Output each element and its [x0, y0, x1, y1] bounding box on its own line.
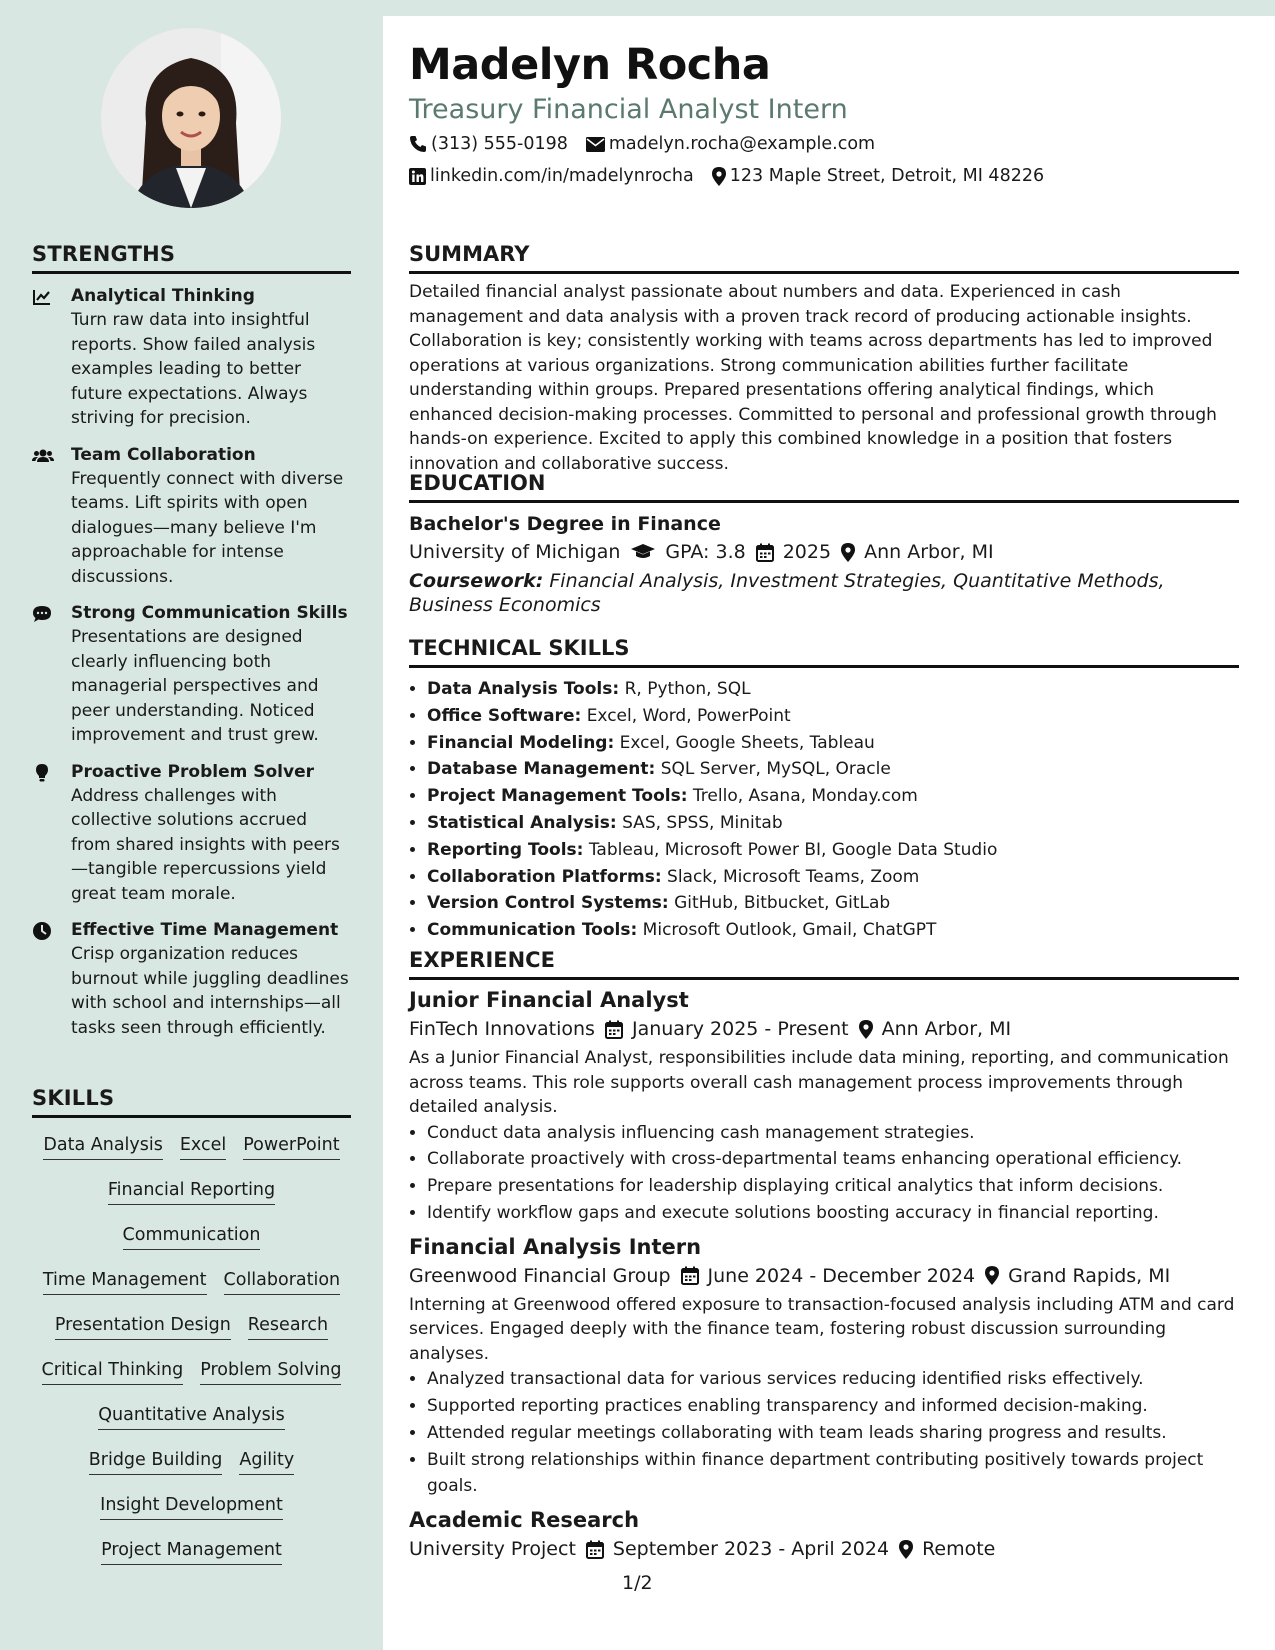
edu-location: Ann Arbor, MI	[864, 541, 994, 563]
list-item	[427, 783, 1239, 810]
job-location: Ann Arbor, MI	[881, 1018, 1012, 1040]
strength-title: Strong Communication Skills	[71, 603, 348, 623]
skill-tag: Project Management	[101, 1538, 282, 1565]
job-meta	[409, 1265, 1239, 1287]
clock-icon	[32, 921, 52, 941]
strength-title: Proactive Problem Solver	[71, 761, 314, 782]
job-title: Academic Research	[409, 1508, 640, 1533]
linkedin-icon	[409, 168, 426, 185]
list-item: • Built strong relationships within finance department contributing positively towards project goals.	[427, 1447, 1239, 1501]
job-dates: June 2024 - December 2024	[707, 1264, 976, 1287]
skill-label: Version Control Systems:	[427, 893, 669, 914]
lightbulb-icon	[32, 763, 52, 783]
summary-title: SUMMARY	[409, 242, 1239, 274]
list-item: • Prepare presentations for leadership displaying critical analytics that inform decisions.	[427, 1173, 1239, 1200]
skill-label: Reporting Tools:	[427, 839, 584, 860]
job-bullets	[409, 1366, 1239, 1500]
skill-value: Trello, Asana, Monday.com	[692, 786, 918, 807]
skill-label: Collaboration Platforms:	[427, 866, 662, 887]
gpa: GPA: 3.8	[665, 541, 746, 563]
skill-tag: Excel	[180, 1133, 226, 1160]
job-description: Interning at Greenwood offered exposure to transaction-focused analysis including ATM and card services. Engaged deeply with the finance team, fostering robust discussion surrounding analyses.	[409, 1294, 1235, 1364]
degree: Bachelor's Degree in Finance	[409, 513, 721, 535]
strength-title: Analytical Thinking	[71, 286, 255, 306]
summary-text: Detailed financial analyst passionate about numbers and data. Experienced in cash management and data analysis with a proven track record of producing actionable insights. Collaboration is key; consistently working with teams across departments has led to improved operations at various organizations. Strong communication abilities further facilitate understanding within groups. Prepared presentations offering analytical findings, which enhanced decision-making processes. Committed to personal and professional growth through hands-on experience. Excited to apply this combined knowledge in a position that fosters innovation and collaborative success.	[409, 282, 1217, 474]
map-pin-icon	[859, 1020, 873, 1039]
skill-value: Microsoft Outlook, Gmail, ChatGPT	[642, 920, 937, 941]
calendar-icon	[586, 1540, 604, 1559]
job-location: Remote	[922, 1538, 996, 1561]
job-dates: September 2023 - April 2024	[612, 1538, 890, 1561]
company: FinTech Innovations	[409, 1018, 595, 1040]
strength-desc: Crisp organization reduces burnout while juggling deadlines with school and internships—all tasks seen through efficiently.	[71, 944, 349, 1038]
skill-tag: Quantitative Analysis	[98, 1403, 285, 1430]
job-description: As a Junior Financial Analyst, responsibilities include data mining, reporting, and communication across teams. This role supports overall cash management process improvements through detailed analysis.	[409, 1048, 1229, 1117]
linkedin-text[interactable]: linkedin.com/in/madelynrocha	[430, 166, 694, 186]
phone-text[interactable]: (313) 555-0198	[431, 134, 568, 154]
technical-skills-section	[409, 636, 1239, 944]
job-title: Financial Analysis Intern	[409, 1234, 702, 1259]
skill-label: Office Software:	[427, 705, 582, 726]
skill-value: Excel, Word, PowerPoint	[586, 705, 791, 726]
skill-tag: Financial Reporting	[108, 1178, 275, 1205]
job-bullets	[409, 1120, 1239, 1227]
map-pin-icon	[841, 543, 855, 562]
strength-desc: Address challenges with collective solutions accrued from shared insights with peers—tangible repercussions yield great team morale.	[71, 785, 340, 904]
skill-label: Data Analysis Tools:	[427, 679, 620, 699]
job-dates: January 2025 - Present	[631, 1018, 849, 1040]
list-item	[427, 676, 1239, 703]
education-section	[409, 471, 1239, 617]
technical-skills-title: TECHNICAL SKILLS	[409, 636, 1239, 668]
coursework-list: Financial Analysis, Investment Strategies, Quantitative Methods, Business Economics	[409, 570, 1165, 616]
list-item	[427, 756, 1239, 783]
experience-title: EXPERIENCE	[409, 948, 1239, 980]
skill-label: Financial Modeling:	[427, 732, 615, 753]
company: Greenwood Financial Group	[409, 1264, 671, 1287]
skill-tag: Insight Development	[100, 1493, 283, 1520]
users-icon	[32, 446, 52, 466]
skill-value: R, Python, SQL	[624, 679, 751, 699]
skill-value: GitHub, Bitbucket, GitLab	[674, 893, 891, 914]
email-item	[586, 134, 875, 154]
job-location: Grand Rapids, MI	[1008, 1264, 1171, 1287]
contact-row	[409, 166, 1062, 186]
avatar	[101, 28, 281, 208]
strength-item	[32, 285, 351, 431]
school: University of Michigan	[409, 541, 621, 563]
chart-line-icon	[32, 287, 52, 307]
skill-tag: Critical Thinking	[42, 1358, 184, 1385]
strengths-title: STRENGTHS	[32, 242, 351, 274]
list-item: • Attended regular meetings collaborating with team leads sharing progress and results.	[427, 1420, 1239, 1447]
experience-section	[409, 948, 1239, 1560]
comment-icon	[32, 604, 52, 624]
calendar-icon	[605, 1020, 623, 1039]
list-item	[427, 890, 1239, 917]
skill-tag: Problem Solving	[200, 1358, 341, 1385]
candidate-name: Madelyn Rocha	[409, 40, 771, 90]
skill-label: Statistical Analysis:	[427, 812, 617, 833]
calendar-icon	[681, 1266, 699, 1285]
skill-value: SAS, SPSS, Minitab	[622, 812, 783, 833]
skill-tag: Collaboration	[224, 1268, 341, 1295]
coursework-label: Coursework:	[409, 570, 544, 592]
skill-value: Tableau, Microsoft Power BI, Google Data Studio	[588, 839, 998, 860]
phone-item	[409, 134, 568, 154]
grad-year: 2025	[782, 541, 832, 563]
list-item	[427, 703, 1239, 730]
candidate-role: Treasury Financial Analyst Intern	[409, 94, 848, 125]
map-pin-icon	[985, 1266, 999, 1285]
job-title: Junior Financial Analyst	[409, 988, 689, 1012]
skills-list	[32, 1124, 351, 1574]
skill-value: SQL Server, MySQL, Oracle	[660, 759, 891, 780]
skill-tag: Agility	[239, 1448, 294, 1475]
strength-title: Team Collaboration	[71, 444, 256, 465]
skill-tag: Data Analysis	[43, 1133, 162, 1160]
email-text[interactable]: madelyn.rocha@example.com	[608, 134, 876, 154]
list-item: • Analyzed transactional data for various services reducing identified risks effectively.	[427, 1366, 1239, 1393]
skills-title: SKILLS	[32, 1086, 351, 1118]
education-meta	[409, 541, 1239, 563]
list-item	[427, 837, 1239, 864]
skill-label: Project Management Tools:	[427, 786, 688, 807]
technical-skills-list	[409, 676, 1239, 944]
contact-row	[409, 134, 893, 154]
map-pin-icon	[712, 167, 726, 186]
skills-section	[32, 1086, 351, 1574]
list-item: • Identify workflow gaps and execute solutions boosting accuracy in financial reporting.	[427, 1200, 1239, 1227]
coursework	[409, 569, 1239, 617]
calendar-icon	[756, 543, 774, 562]
phone-icon	[409, 135, 427, 153]
strength-item	[32, 444, 351, 590]
skill-tag: Time Management	[43, 1268, 207, 1295]
list-item: • Collaborate proactively with cross-departmental teams enhancing operational efficiency.	[427, 1146, 1239, 1173]
list-item	[427, 864, 1239, 891]
job-meta	[409, 1018, 1239, 1040]
strength-item	[32, 919, 351, 1040]
address-text: 123 Maple Street, Detroit, MI 48226	[729, 166, 1045, 186]
summary-section	[409, 242, 1239, 476]
skill-tag: Communication	[123, 1223, 261, 1250]
page-number: 1/2	[622, 1572, 653, 1594]
list-item	[427, 917, 1239, 944]
skill-label: Database Management:	[427, 759, 656, 780]
skill-label: Communication Tools:	[427, 920, 638, 941]
strength-item	[32, 602, 351, 748]
skill-tag: Bridge Building	[89, 1448, 223, 1475]
envelope-icon	[586, 137, 605, 152]
strength-desc: Turn raw data into insightful reports. Show failed analysis examples leading to better future expectations. Always striving for precision.	[71, 310, 316, 428]
address-item	[712, 166, 1044, 186]
skill-tag: Research	[248, 1313, 328, 1340]
graduation-cap-icon	[630, 543, 656, 561]
skill-value: Slack, Microsoft Teams, Zoom	[667, 866, 920, 887]
linkedin-item	[409, 166, 694, 186]
map-pin-icon	[899, 1540, 913, 1559]
skill-tag: Presentation Design	[55, 1313, 231, 1340]
strength-desc: Presentations are designed clearly influencing both managerial perspectives and peer understanding. Noticed improvement and trust grew.	[71, 627, 319, 745]
job-meta	[409, 1538, 1239, 1560]
list-item: • Conduct data analysis influencing cash management strategies.	[427, 1120, 1239, 1147]
strength-title: Effective Time Management	[71, 920, 339, 940]
strengths-section	[32, 242, 351, 1040]
list-item	[427, 810, 1239, 837]
skill-value: Excel, Google Sheets, Tableau	[619, 732, 875, 753]
list-item	[427, 730, 1239, 757]
strength-item	[32, 761, 351, 907]
education-title: EDUCATION	[409, 471, 1239, 503]
company: University Project	[409, 1538, 576, 1561]
list-item: • Supported reporting practices enabling transparency and informed decision-making.	[427, 1393, 1239, 1420]
strength-desc: Frequently connect with diverse teams. Lift spirits with open dialogues—many believe I'm approachable for intense discussions.	[71, 468, 344, 587]
skill-tag: PowerPoint	[243, 1133, 339, 1160]
